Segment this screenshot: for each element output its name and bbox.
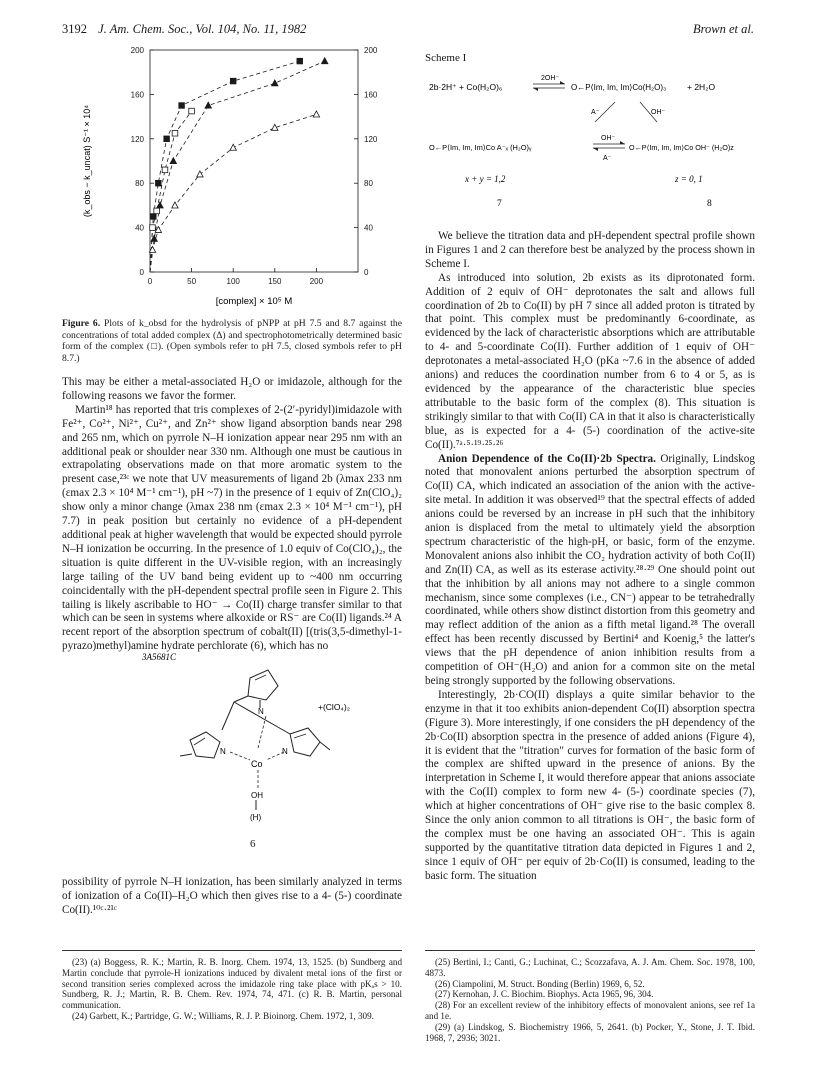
filled-triangle-point [170, 158, 176, 164]
paragraph: This may be either a metal-associated H₂O or imidazole, although for the following reasons we favor the former. [62, 376, 402, 402]
filled-square-point [179, 103, 185, 109]
filled-triangle-point [322, 58, 328, 64]
open-triangle-point [197, 171, 203, 177]
left-column-text [62, 376, 402, 654]
right-column-text [425, 230, 755, 884]
compound-number: 6 [250, 838, 256, 850]
open-square-point [162, 167, 168, 173]
filled-square-point [230, 78, 236, 84]
section-heading: Anion Dependence of the Co(II)·2b Spectra. [438, 452, 656, 465]
open-square-point [154, 208, 160, 214]
y-tick-label: 80 [135, 179, 144, 189]
scheme-reactants: 2b·2H⁺ + Co(H₂O)₆ [429, 82, 503, 92]
footnotes-right [425, 957, 755, 1043]
footnote: (23) (a) Boggess, R. K.; Martin, R. B. Inorg. Chem. 1974, 13, 1525. (b) Sundberg and Martin conclude that pyrrole-H ionizations induced by divalent metal ions of the first or second transition series complexed across the imidazole ring take place with pKₐs > 10. Sundberg, R. J.; Martin, R. B. Chem. Rev. 1974, 74, 471. (c) R. B. Martin, personal communication. [62, 957, 402, 1011]
stoichiometry-right: z = 0, 1 [675, 174, 703, 184]
filled-triangle-point [157, 202, 163, 208]
x-tick-label: 50 [187, 277, 197, 286]
arrow-label-bottom: A⁻ [603, 155, 612, 162]
paragraph: possibility of pyrrole N–H ionization, has been similarly analyzed in terms of ionization of a Co(II)–H₂O which then gives rise to a 4- (5-) coordinate Co(II).¹⁰ᶜ·²¹ᶜ [62, 876, 402, 916]
stoichiometry-left: x + y = 1,2 [465, 174, 506, 184]
y-tick-label: 160 [130, 90, 144, 100]
filled-triangle-point [205, 102, 211, 108]
right-axis-tick-label: 200 [364, 46, 378, 55]
paragraph: Interestingly, 2b·CO(II) displays a quite similar behavior to the enzyme in that it too exhibits anion-dependent Co(II) absorption spectra (Figure 3). More interestingly, if one considers the pH dependency of the 2b·Co(II) absorption spectra in the presence of added anions (Figure 4), it is evident that the "titration" curves for formation of the basic form of the complex are shifted upward in the presence of anions. By the interpretation in Scheme I, it would therefore appear that anions associate with the Co(II) complex to form new 4- (5-) coordinate species (7), which at higher concentrations of OH⁻ give rise to the basic complex 8. Since the only anion common to all titrations is OH⁻, the basic form of the complex must be one having an associated OH⁻. This is again supported by the quantitative titration data depicted in Figures 1 and 2, since 1 equiv of OH⁻ per equiv of 2b·Co(II) is consumed, leading to the basic form. The situation [425, 688, 755, 882]
cobalt-label: Co [251, 759, 263, 769]
scheme-products: + 2H₂O [687, 82, 716, 92]
right-axis-tick-label: 120 [364, 134, 378, 144]
open-square-point [172, 130, 178, 136]
x-tick-label: 200 [309, 277, 324, 286]
structure-6-drawing [142, 650, 370, 830]
filled-square-point [151, 214, 157, 220]
x-tick-label: 0 [147, 277, 153, 286]
page-number: 3192 [62, 22, 87, 36]
footnote: (28) For an excellent review of the inhibitory effects of monovalent anions, see ref 1a and 1e. [425, 1000, 755, 1021]
right-axis-tick-label: 160 [364, 90, 378, 100]
footnotes-left [62, 957, 402, 1022]
right-axis-tick-label: 0 [364, 268, 369, 277]
y-tick-label: 40 [135, 223, 144, 233]
scheme-title: Scheme I [425, 52, 467, 64]
footnote: (27) Kernohan, J. C. Biochim. Biophys. Acta 1965, 96, 304. [435, 989, 654, 1000]
section-text: Originally, Lindskog noted that monovalent anions perturbed the absorption spectrum of Co(II) CA, which indicated an association of the anion with the active-site metal. In addition it was observed¹⁹ that the spectral effects of added anions could be reversed by an increase in pH such that the inhibitory anion is displaced from the metal to ultimately yield the absorption spectrum characteristic of the high-pH, or basic, form of the enzyme. Monovalent anions also inhibit the CO₂ hydration activity of both Co(II) and Zn(II) CA, as well as its esterase activity.²⁸·²⁹ One should point out that the inhibition by all anions may not adhere to a single common mechanism, since some complexes (i.e., CN⁻) appear to be tetrahedrally coordinated, while others show distinct distortion from this geometry and may reflect addition of the anion as a fifth metal ligand.²⁸ The overall effect has been recently discussed by Bertini⁴ and Koenig,⁵ the latter's views that the pH dependence of anion inhibition results from a competition of OH⁻(H₂O) and anion for a common site on the metal being strongly supported by the following observations. [425, 452, 755, 687]
footnote: (24) Garbett, K.; Partridge, G. W.; Williams, R. J. P. Bioinorg. Chem. 1972, 1, 309. [72, 1010, 374, 1021]
y-tick-label: 200 [130, 46, 144, 55]
open-square-point [189, 108, 195, 114]
scheme-complex-7: O←P⟨Im, Im, Im⟩Co A⁻ₓ (H₂O)ᵧ [429, 143, 532, 152]
y-tick-label: 0 [139, 268, 144, 277]
filled-square-point [156, 180, 162, 186]
fit-curve [150, 114, 316, 272]
right-axis-tick-label: 80 [364, 179, 373, 189]
left-column-continuation [62, 876, 402, 918]
right-axis-tick-label: 40 [364, 223, 373, 233]
scheme-complex-8: O←P⟨Im, Im, Im⟩Co OH⁻ (H₂O)z [629, 143, 734, 152]
x-tick-label: 100 [226, 277, 240, 286]
open-triangle-point [172, 202, 178, 208]
arrow-label-top: OH⁻ [601, 135, 616, 142]
n-atom-label: N [282, 747, 288, 756]
open-triangle-point [313, 111, 319, 117]
counterion-label: +(ClO₄)₂ [318, 702, 351, 712]
fit-curve [150, 61, 325, 272]
paragraph: Martin¹⁸ has reported that tris complexes of 2-(2′-pyridyl)imidazole with Fe²⁺, Co²⁺, Ni²⁺, Cu²⁺, and Zn²⁺ show ligand absorption bands near 298 and 265 nm, which on pyrrole N–H ionization appear near 295 nm with an additional peak or shoulder near 330 nm. Although one must be cautious in extrapolating observations made on that more aromatic system to the present case,²³ᶜ we note that UV measurements of ligand 2b (λmax 233 nm (εmax 2.3 × 10⁴ M⁻¹ cm⁻¹), pH ~7) in the presence of 1 equiv of Zn(ClO₄)₂ show only a minor change (λmax 238 nm (εmax 2.3 × 10⁴ M⁻¹ cm⁻¹), pH 7.7) in peak position but certainly no evidence of a pH-dependent additional peak at higher wavelength that would be expected should pyrrole N–H ionization be occurring. In the presence of 1.0 equiv of Co(ClO₄)₂, the situation is quite different in the UV-visible region, with an increasingly large tailing of the UV band being evident up to ~400 nm occurring coincidentally with the pH-dependent spectral profile seen in Figure 2. This tailing is likely ascribable to HO⁻ → Co(II) charge transfer similar to that which can be seen in systems where alkoxide or RS⁻ are Co(II) ligands.²⁴ A recent report of the absorption spectrum of cobalt(II) [(tris(3,5-dimethyl-1-pyrazo)methyl)amine hydrate perchlorate (6), which has no [62, 403, 402, 653]
n-atom-label: N [258, 707, 264, 716]
footnote-divider [425, 950, 755, 951]
compound-number-7: 7 [497, 199, 502, 209]
handwritten-note: 3A5681C [142, 652, 177, 662]
compound-number-8: 8 [707, 199, 712, 209]
hydroxide-label: OH [251, 791, 263, 800]
footnote-divider [62, 950, 402, 951]
caption-label: Figure 6. [62, 318, 101, 329]
filled-square-point [297, 58, 303, 64]
paragraph: As introduced into solution, 2b exists as its diprotonated form. Addition of 2 equiv of OH⁻ deprotonates the salt and allows full coordination of 2b to Co(II) by pH 7 since all added proton is titrated by that point. This complex must be predominantly 6-coordinate, as evidenced by the lack of characteristic absorptions which are attributable to 4- and 5-coordinate Co(II). Further addition of 1 equiv of OH⁻ deprotonates a metal-associated H₂O (pKa ~7.6 in the absence of added anions) and reduces the coordination number from 6 to 4 or 5, as is evidenced by the appearance of the characteristic blue species attributable to the basic form of the complex (8). This situation is strikingly similar to that with Co(II) CA in that it also is characteristically blue, as is expected for a 4- (5-) coordination of the active-site Co(II).⁷ᵃ·⁵·¹⁹·²⁵·²⁶ [425, 271, 755, 451]
author-label: Brown et al. [693, 22, 754, 36]
open-square-point [150, 225, 156, 231]
paragraph: We believe the titration data and pH-dependent spectral profile shown in Figures 1 and 2 can therefore best be analyzed by the process shown in Scheme I. [425, 230, 755, 270]
figure-6-chart [62, 42, 402, 314]
filled-triangle-point [272, 80, 278, 86]
footnote: (29) (a) Lindskog, S. Biochemistry 1966, 5, 2641. (b) Pocker, Y., Stone, J. T. Ibid. 1968, 7, 2936; 3021. [425, 1021, 755, 1043]
hydrogen-label: (H) [250, 813, 262, 822]
figure-6-caption [62, 318, 402, 364]
running-head [62, 22, 754, 40]
fit-curve [150, 61, 300, 272]
anion-label: A⁻ [591, 109, 600, 116]
fit-curve [150, 111, 192, 272]
equilibrium-arrow-label: 2OH⁻ [541, 75, 560, 82]
journal-citation: J. Am. Chem. Soc., Vol. 104, No. 11, 1982 [98, 22, 307, 36]
filled-square-point [164, 136, 170, 142]
y-tick-label: 120 [130, 134, 144, 144]
hydroxide-label: OH⁻ [651, 109, 666, 116]
plot-frame [150, 50, 358, 272]
caption-text: Plots of k_obsd for the hydrolysis of pNPP at pH 7.5 and 8.7 against the concentrations of total added complex (Δ) and spectrophotometrically determined basic form of the complex (□). (Open symbols refer to pH 7.5, closed symbols refer to pH 8.7.) [62, 318, 402, 364]
scheme-1-diagram [425, 66, 755, 216]
x-tick-label: 150 [268, 277, 282, 286]
footnote: (26) Ciampolini, M. Struct. Bonding (Berlin) 1969, 6, 52. [435, 978, 645, 989]
x-axis-label: [complex] × 10⁵ M [215, 296, 293, 307]
open-triangle-point [230, 144, 236, 150]
footnote: (25) Bertini, I.; Canti, G.; Luchinat, C.; Scozzafava, A. J. Am. Chem. Soc. 1978, 100, 4873. [425, 957, 755, 978]
scheme-complex-6: O←P⟨Im, Im, Im⟩Co(H₂O)₃ [571, 83, 667, 92]
n-atom-label: N [220, 747, 226, 756]
y-axis-label: (k_obs − k_uncat) S⁻¹ × 10⁴ [82, 104, 92, 218]
